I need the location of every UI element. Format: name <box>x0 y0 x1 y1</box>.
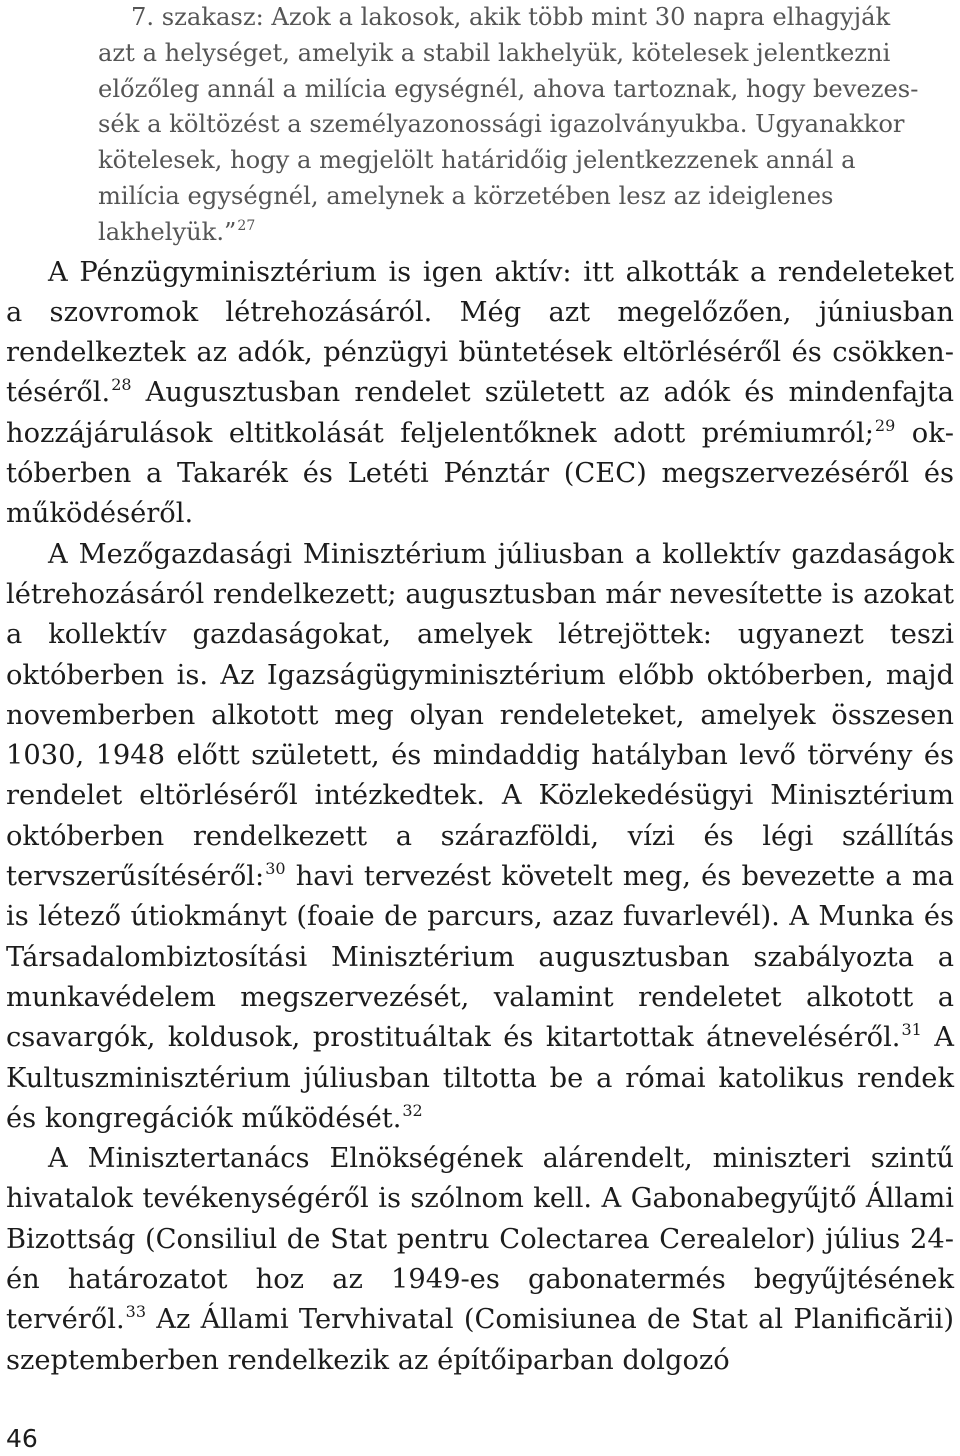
footnote-ref[interactable]: 32 <box>402 1100 423 1120</box>
footnote-ref[interactable]: 30 <box>265 859 286 879</box>
paragraph-text: A Kultuszminisztérium júliusban tiltotta be a római katolikus rendek és kongregációk működését. <box>6 1022 955 1134</box>
footnote-ref[interactable]: 27 <box>237 217 256 234</box>
footnote-ref[interactable]: 33 <box>125 1302 146 1322</box>
page-body <box>6 0 954 1381</box>
paragraph-text: A Minisztertanács Elnökségének alárendelt, miniszteri szintű hivatalok tevékenységéről is szólnom kell. A Gabonabegyűjtő Állami Bizottság (Consiliul de Stat pentru Colectarea Cerealelor) július 24-én határozatot hoz az 1949-es gabonatermés begyűjtésének tervéről. <box>6 1143 954 1336</box>
paragraph-text: Augusztusban rendelet született az adók és mindenfajta hozzájárulások eltitkolását feljelentőknek adott prémiumról; <box>6 377 954 449</box>
quote-line: sék a költözést a személyazonossági igazolványukba. Ugyanakkor <box>98 110 905 139</box>
paragraph-text: A Pénzügyminisztérium is igen aktív: itt alkották a rendeleteket a szovromok létrehozásáról. Még azt megelőzően, júniusban rendelkeztek az adók, pénzügyi büntetések eltörléséről és csökkentéséről. <box>6 256 954 409</box>
paragraph <box>6 253 954 535</box>
quote-line: kötelesek, hogy a megjelölt határidőig jelentkezzenek annál a <box>98 146 856 175</box>
quote-line: azt a helységet, amelyik a stabil lakhelyük, kötelesek jelentkezni <box>98 38 891 67</box>
footnote-ref[interactable]: 31 <box>901 1020 922 1040</box>
block-quote <box>98 0 954 251</box>
quote-last-text: lakhelyük.” <box>98 217 237 246</box>
paragraph <box>6 535 954 1139</box>
quote-line: 7. szakasz: Azok a lakosok, akik több mint 30 napra elhagyják <box>131 3 891 31</box>
quote-line-last <box>98 215 954 251</box>
paragraph-text: havi tervezést követelt meg, és bevezette a ma is létező útiokmányt (foaie de parcurs, azaz fuvarlevél). A Munka és Társadalombiztosítási Minisztérium augusztusban szabályozta a munkavédelem megszervezését, valamint rendeletet alkotott a csavargók, koldusok, prostituáltak és kitartottak átneveléséről. <box>6 861 954 1054</box>
paragraph-text: októberben a Takarék és Letéti Pénztár (CEC) megszervezéséről és működéséről. <box>6 417 954 530</box>
footnote-ref[interactable]: 29 <box>874 415 896 435</box>
footnote-ref[interactable]: 28 <box>111 375 132 395</box>
paragraph-text: A Mezőgazdasági Minisztérium júliusban a kollektív gazdaságok létrehozásáról rendelkezett; augusztusban már nevesítette is azokat a kollektív gazdaságokat, amelyek létrejöttek: ugyanezt teszi októberben is. Az Igazságügyminisztérium előbb októberben, majd novemberben alkotott meg olyan rendeleteket, amelyek összesen 1030, 1948 előtt született, és mindaddig hatályban levő törvény és rendelet eltörléséről intézkedtek. A Közlekedésügyi Minisztérium októberben rendelkezett a szárazföldi, vízi és légi szállítás tervszerűsítéséről: <box>6 538 954 893</box>
main-text <box>6 253 954 1381</box>
page-number: 46 <box>6 1424 38 1453</box>
paragraph-text: Az Állami Tervhivatal (Comisiunea de Stat al Planificării) szeptemberben rendelkezik az építőiparban dolgozó <box>6 1304 954 1376</box>
quote-line: milícia egységnél, amelynek a körzetében lesz az ideiglenes <box>98 181 834 210</box>
quote-line: előzőleg annál a milícia egységnél, ahova tartoznak, hogy bevezes- <box>98 74 919 103</box>
paragraph <box>6 1139 954 1381</box>
